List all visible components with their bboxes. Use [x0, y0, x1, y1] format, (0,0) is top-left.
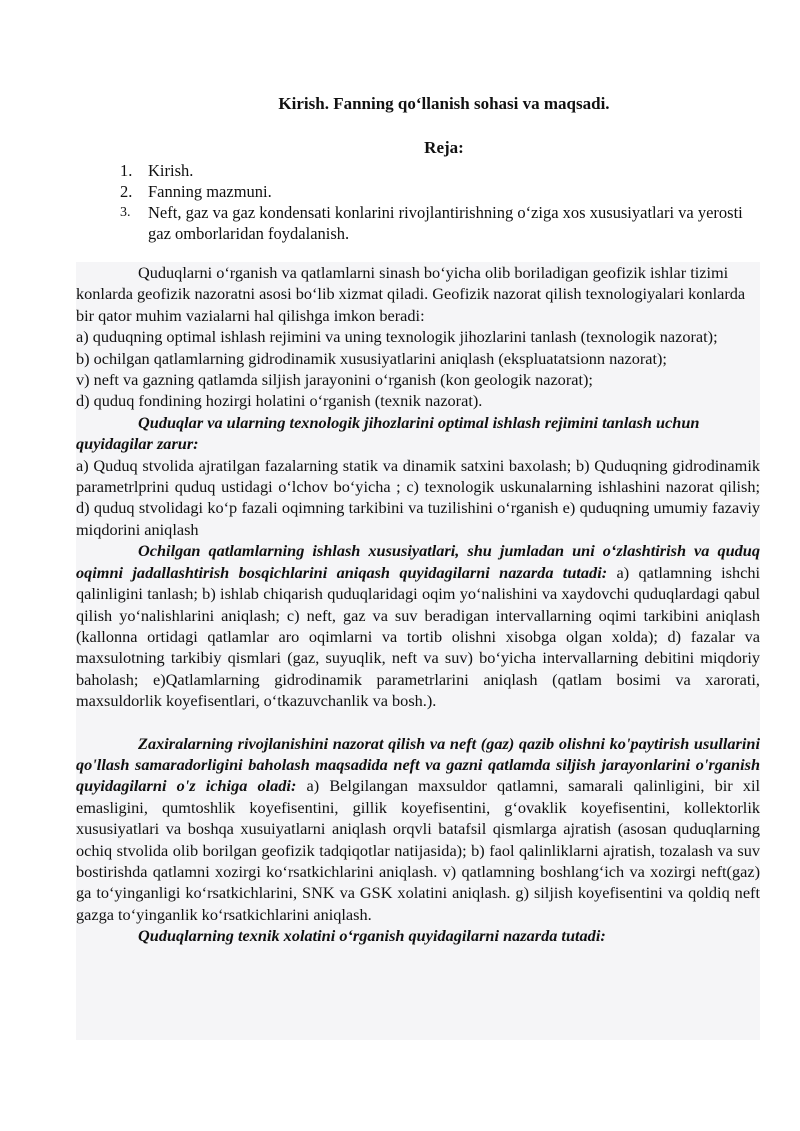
task-item: b) ochilgan qatlamlarning gidrodinamik xususiyatlarini aniqlash (ekspluatatsionn nazorat); [76, 348, 667, 368]
section-heading-reserves-control: Zaxiralarning rivojlanishini nazorat qilish va neft (gaz) qazib olishni ko'paytirish usullarini qo'llash samaradorligini baholash maqsadida neft va gazni qatlamda siljish jarayonlarini o'rganish quyidagilarni o'z ichiga oladi: [76, 733, 760, 796]
task-item: d) quduq fondining hozirgi holatini o‘rganish (texnik nazorat). [76, 391, 483, 411]
plan-list [120, 160, 760, 244]
reservoir-features-text: a) qatlamning ishchi qalinligini tanlash; b) ishlab chiqarish quduqlaridagi oqim yo‘nalishini va xaydovchi quduqlardagi qabul qilish yo‘nalishlarini aniqlash; c) neft, gaz va suv beradigan intervallarning oqimi tarkibini aniqlash (kallonna ortidagi qatlamlar aro oqimlarni va tortib olishni xisobga olgan xolda); d) fazalar va maxsulotning tarkibiy qismlari (gaz, suyuqlik, neft va suv) bo‘yicha intervallarning debitini miqdoriy baholash; e)Qatlamlarning gidrodinamik parametrlarini aniqlash (qatlam bosimi va xarorati, maxsuldorlik koyefisentlari, o‘tkazuvchanlik va bosh.). [76, 562, 760, 711]
paragraph-gap [76, 712, 760, 733]
reservoir-features-paragraph [76, 540, 760, 711]
plan-item [120, 160, 760, 181]
plan-item-text: Neft, gaz va gaz kondensati konlarini rivojlantirishning o‘ziga xos xususiyatlari va yerosti gaz omborlaridan foydalanish. [148, 203, 743, 243]
task-item: v) neft va gazning qatlamda siljish jarayonini o‘rganish (kon geologik nazorat); [76, 370, 593, 390]
section-heading-optimal-regime: Quduqlar va ularning texnologik jihozlarini optimal ishlash rejimini tanlash uchun quyidagilar zarur: [76, 412, 700, 454]
optimal-regime-paragraph: a) Quduq stvolida ajratilgan fazalarning statik va dinamik satxini baxolash; b) Quduqning gidrodinamik parametrlprini quduq ustidagi o‘lchov bo‘yicha ; c) texnologik uskunalarning ishlashini nazorat qilish; d) quduq stvolidagi ko‘p fazali oqimning tarkibini va tuzilishini o‘rganish e) quduqning umumiy fazaviy miqdorini aniqlash [76, 455, 760, 539]
document-title: Kirish. Fanning qo‘llanish sohasi va maqsadi. [278, 94, 610, 113]
section-heading-reservoir-features: Ochilgan qatlamlarning ishlash xususiyatlari, shu jumladan uni o‘zlashtirish va quduq oqimni jadallashtirish bosqichlarini aniqash quyidagilarni nazarda tutadi: [76, 541, 760, 582]
reserves-control-paragraph [76, 733, 760, 926]
plan-item [120, 202, 760, 244]
plan-item-number: 2. [120, 182, 133, 201]
body-text-block [76, 262, 760, 1040]
reserves-control-text: a) Belgilangan maxsuldor qatlamni, samarali qalinligini, bir xil emasligini, qumtoshlik koyefisentini, gillik koyefisentini, g‘ovaklik koyefisentini, kollektorlik xususiyatlari va boshqa xusuiyatlarni aniqlash orqvli batafsil qismlarga ajratish (asosan quduqlarning ochiq stvolida olib borilgan geofizik tadqiqotlar natijasida); b) faol qalinliklarni ajratish, tozalash va suv bostirishda qatlamni xozirgi ko‘rsatkichlarini aniqlash. v) qatlamning boshlang‘ich va xozirgi neft(gaz) ga to‘yinganligi ko‘rsatkichlarini, SNK va GSK xolatini aniqlash. g) siljish koyefisentini va qoldiq neft gazga to‘yinganlik ko‘rsatkichlarini aniqlash. [76, 776, 761, 924]
plan-item-number: 3. [120, 205, 131, 220]
plan-item-text: Kirish. [148, 161, 194, 180]
plan-item-text: Fanning mazmuni. [148, 182, 272, 201]
plan-heading: Reja: [424, 138, 464, 157]
task-item: a) quduqning optimal ishlash rejimini va uning texnologik jihozlarini tanlash (texnologik nazorat); [76, 327, 718, 347]
section-heading-technical-state: Quduqlarning texnik xolatini o‘rganish quyidagilarni nazarda tutadi: [138, 926, 606, 946]
plan-item [120, 181, 760, 202]
plan-item-number: 1. [120, 161, 133, 180]
intro-paragraph: Quduqlarni o‘rganish va qatlamlarni sinash bo‘yicha olib boriladigan geofizik ishlar tizimi konlarda geofizik nazoratni asosi bo‘lib xizmat qiladi. Geofizik nazorat qilish texnologiyalari konlarda bir qator muhim vazialarni hal qilishga imkon beradi: [76, 263, 746, 325]
